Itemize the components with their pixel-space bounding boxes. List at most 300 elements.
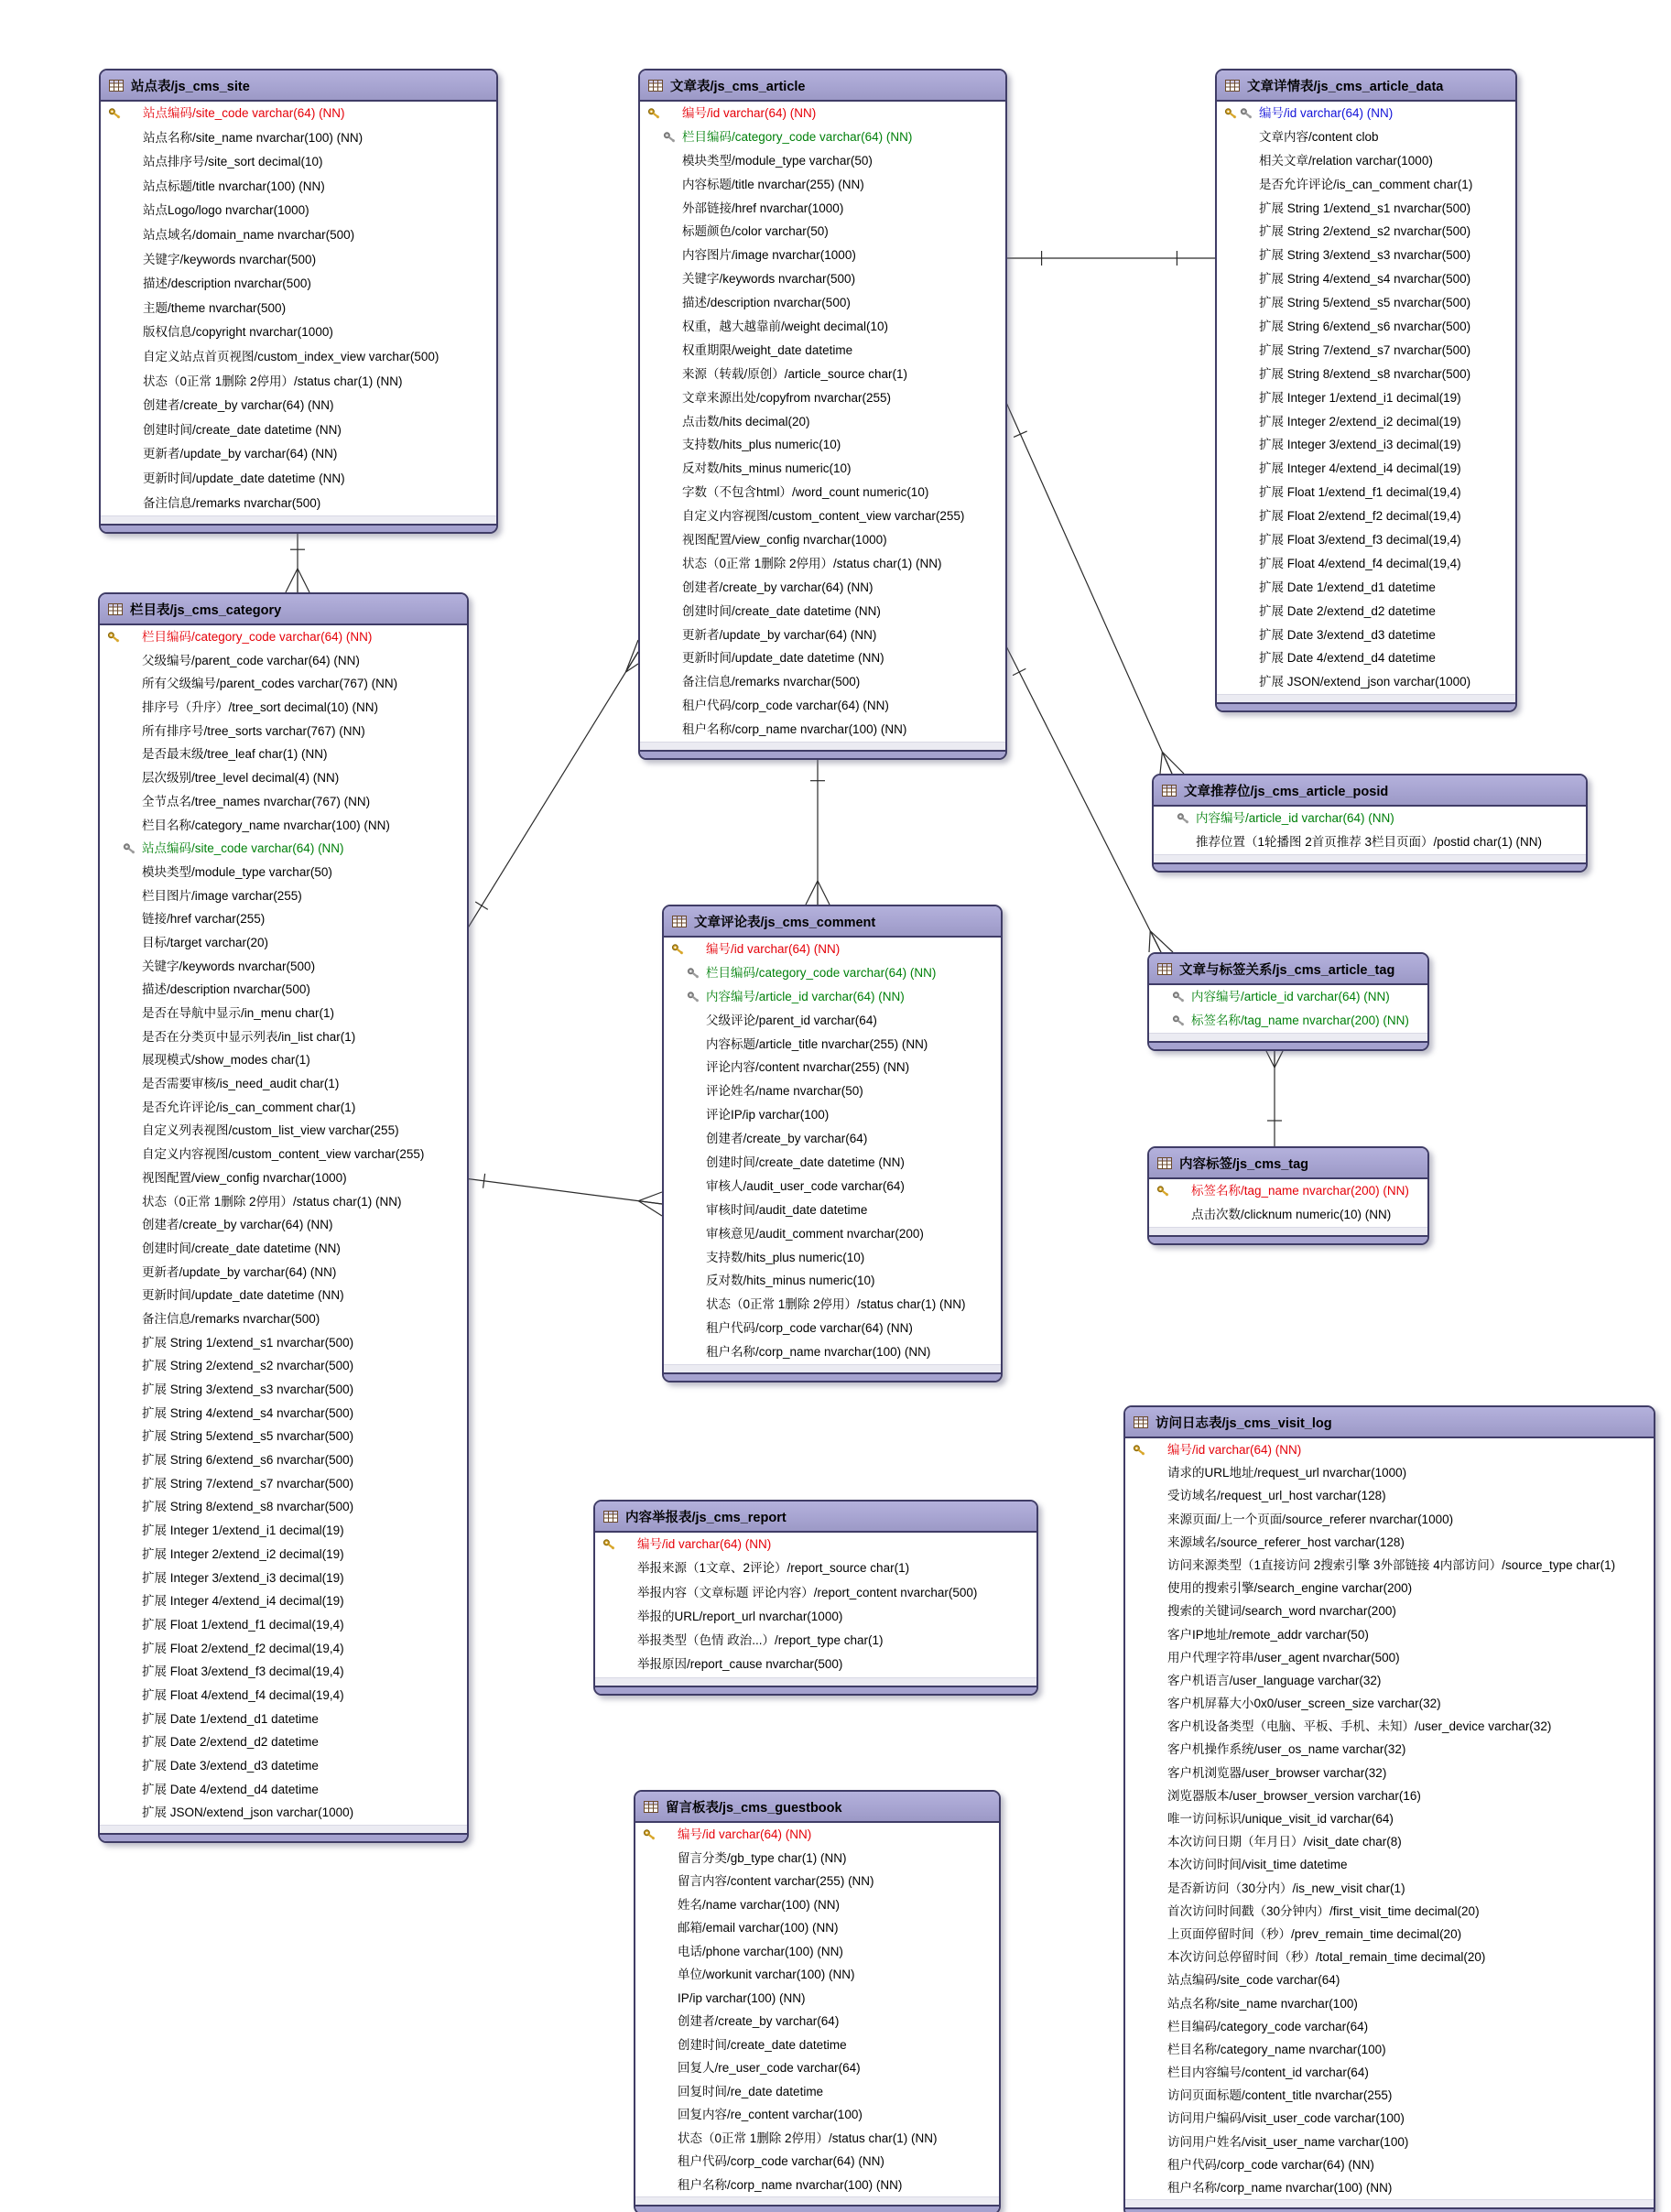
table-field-list [1217,102,1515,694]
field-row [664,985,1001,1009]
table-footer [1154,854,1586,862]
field-row [1125,1784,1654,1807]
field-row [1125,1692,1654,1715]
table-js_cms_report[interactable] [593,1500,1038,1696]
field-label: 扩展 Float 3/extend_f3 decimal(19,4) [1259,533,1461,548]
field-row [100,1143,467,1166]
table-header[interactable] [100,594,467,625]
field-row [100,1119,467,1143]
field-label: 访问页面标题/content_title nvarchar(255) [1167,2088,1393,2103]
field-row [100,884,467,908]
table-field-list [640,102,1005,742]
field-row [640,197,1005,221]
field-label: 本次访问时间/visit_time datetime [1167,1858,1348,1872]
field-label: 模块类型/module_type varchar(50) [682,153,873,168]
field-row [1217,267,1515,291]
field-row [100,1354,467,1378]
field-row [640,102,1005,125]
field-label: 栏目编码/category_code varchar(64) (NN) [682,129,913,144]
table-footer [595,1677,1036,1686]
field-label: 是否在分类页中显示列表/in_list char(1) [142,1029,356,1044]
field-label: 扩展 Date 1/extend_d1 datetime [142,1711,319,1726]
field-row [1125,1554,1654,1577]
field-row [1149,1179,1427,1203]
table-title: 文章详情表/js_cms_article_data [1247,79,1444,94]
field-label: 扩展 String 5/extend_s5 nvarchar(500) [1259,296,1471,310]
table-title: 内容标签/js_cms_tag [1179,1156,1309,1172]
field-row [635,2127,999,2151]
table-header[interactable] [1125,1407,1654,1438]
table-js_cms_visit_log[interactable] [1123,1405,1655,2212]
field-row [1217,576,1515,600]
field-row [101,199,496,223]
field-label: 扩展 Date 2/extend_d2 datetime [1259,603,1436,618]
foreign-key-icon [1177,813,1190,824]
field-row [640,576,1005,600]
field-label: 推荐位置（1轮播图 2首页推荐 3栏目页面）/postid char(1) (NN) [1196,835,1543,849]
field-row [664,1293,1001,1317]
field-label: 评论姓名/name nvarchar(50) [706,1084,863,1099]
table-footer-band [595,1686,1036,1694]
primary-key-icon [647,108,661,119]
field-label: 扩展 Float 2/extend_f2 decimal(19,4) [1259,509,1461,524]
field-row [1125,2015,1654,2038]
field-row [635,1847,999,1870]
field-row [1125,2061,1654,2084]
field-label: 扩展 Date 3/extend_d3 datetime [1259,627,1436,642]
table-field-list [664,938,1001,1364]
field-row [101,102,496,126]
field-label: 扩展 String 4/extend_s4 nvarchar(500) [142,1405,354,1420]
field-row [101,175,496,200]
relationship-connector [1004,641,1173,952]
field-row [1125,1438,1654,1461]
field-label: 栏目编码/category_code varchar(64) (NN) [706,965,937,980]
field-label: 站点编码/site_code varchar(64) [1167,1973,1340,1988]
relationship-connector [464,1174,662,1216]
field-row [100,1190,467,1214]
field-label: 举报类型（色情 政治...）/report_type char(1) [637,1633,884,1648]
field-label: 自定义内容视图/custom_content_view varchar(255) [682,509,965,524]
field-row [640,410,1005,434]
field-label: 标签名称/tag_name nvarchar(200) (NN) [1191,1184,1409,1198]
table-footer [101,515,496,524]
field-row [1125,1738,1654,1761]
field-label: 扩展 Float 1/extend_f1 decimal(19,4) [1259,485,1461,500]
field-row [1217,528,1515,552]
field-label: 扩展 JSON/extend_json varchar(1000) [1259,675,1471,689]
table-icon [108,603,123,615]
table-header[interactable] [1154,775,1586,807]
field-row [635,2150,999,2174]
field-row [1149,1009,1427,1033]
field-label: 创建者/create_by varchar(64) (NN) [142,1218,333,1232]
field-label: 更新时间/update_date datetime (NN) [142,1288,344,1303]
field-row [640,363,1005,386]
field-row [1125,1599,1654,1622]
field-label: 状态（0正常 1删除 2停用）/status char(1) (NN) [143,374,403,388]
field-label: 更新者/update_by varchar(64) (NN) [142,1264,337,1279]
table-header[interactable] [635,1792,999,1823]
field-label: 回复人/re_user_code varchar(64) [678,2061,861,2075]
field-row [100,743,467,766]
table-header[interactable] [640,70,1005,102]
field-label: 是否需要审核/is_need_audit char(1) [142,1077,340,1091]
field-row [1125,1830,1654,1853]
field-row [100,861,467,884]
table-js_cms_guestbook[interactable] [634,1790,1001,2212]
table-js_cms_article[interactable] [638,69,1007,760]
table-header[interactable] [101,70,496,102]
field-label: 扩展 Integer 4/extend_i4 decimal(19) [1259,461,1461,476]
field-label: 栏目图片/image varchar(255) [142,888,302,903]
table-title: 文章评论表/js_cms_comment [694,915,876,930]
field-label: 站点域名/domain_name nvarchar(500) [143,227,355,242]
field-label: 字数（不包含html）/word_count numeric(10) [682,485,929,500]
field-row [100,1637,467,1661]
field-label: 租户代码/corp_code varchar(64) (NN) [706,1321,913,1336]
table-js_cms_article_data[interactable] [1215,69,1517,712]
field-row [100,1589,467,1613]
table-js_cms_category[interactable] [98,592,469,1843]
field-label: 审核时间/audit_date datetime [706,1202,868,1217]
table-footer-band [101,524,496,532]
table-footer [100,1825,467,1833]
table-icon [1225,80,1240,92]
field-row [595,1533,1036,1556]
table-icon [648,80,663,92]
field-label: 邮箱/email varchar(100) (NN) [678,1921,839,1935]
field-label: 状态（0正常 1删除 2停用）/status char(1) (NN) [706,1297,966,1312]
field-label: 扩展 String 3/extend_s3 nvarchar(500) [1259,248,1471,263]
field-label: 扩展 String 1/extend_s1 nvarchar(500) [1259,201,1471,215]
field-row [1125,1577,1654,1599]
field-label: 站点名称/site_name nvarchar(100) (NN) [143,130,363,145]
field-row [100,649,467,673]
field-row [101,248,496,273]
field-row [635,2080,999,2104]
field-row [664,1056,1001,1079]
field-row [664,1079,1001,1103]
field-label: 浏览器版本/user_browser_version varchar(16) [1167,1788,1421,1803]
field-row [1125,2176,1654,2199]
foreign-key-icon [1240,108,1253,119]
field-label: 视图配置/view_config nvarchar(1000) [142,1170,347,1185]
field-label: 扩展 Integer 4/extend_i4 decimal(19) [142,1594,344,1609]
field-row [101,150,496,175]
foreign-key-icon [687,968,700,979]
field-label: IP/ip varchar(100) (NN) [678,1990,806,2005]
field-label: 父级评论/parent_id varchar(64) [706,1013,877,1027]
relationship-connector [1004,396,1184,774]
field-label: 首次访问时间戳（30分钟内）/first_visit_time decimal(20) [1167,1903,1480,1918]
field-label: 编号/id varchar(64) (NN) [1167,1443,1302,1457]
field-label: 文章来源出处/copyfrom nvarchar(255) [682,390,892,405]
foreign-key-icon [663,132,677,143]
field-label: 访问用户编码/visit_user_code varchar(100) [1167,2111,1405,2126]
field-label: 内容标题/article_title nvarchar(255) (NN) [706,1036,928,1051]
field-label: 唯一访问标识/unique_visit_id varchar(64) [1167,1812,1394,1826]
field-label: 举报来源（1文章、2评论）/report_source char(1) [637,1561,910,1576]
field-label: 栏目内容编号/content_id varchar(64) [1167,2066,1369,2080]
field-label: 审核人/audit_user_code varchar(64) [706,1178,905,1193]
field-label: 内容编号/article_id varchar(64) (NN) [706,989,905,1003]
table-field-list [1149,985,1427,1033]
table-icon [1162,785,1177,797]
field-label: 是否新访问（30分内）/is_new_visit char(1) [1167,1881,1405,1895]
field-label: 创建者/create_by varchar(64) (NN) [682,580,873,594]
field-label: 租户名称/corp_name nvarchar(100) (NN) [1167,2181,1393,2195]
field-row [100,1543,467,1567]
field-label: 扩展 String 8/extend_s8 nvarchar(500) [1259,366,1471,381]
table-js_cms_tag[interactable] [1147,1146,1429,1245]
field-row [100,1096,467,1120]
field-row [100,1048,467,1072]
field-label: 创建者/create_by varchar(64) [706,1132,868,1146]
field-label: 租户名称/corp_name nvarchar(100) (NN) [706,1345,931,1360]
table-icon [603,1511,618,1523]
field-label: 扩展 Integer 1/extend_i1 decimal(19) [1259,390,1461,405]
field-row [100,1448,467,1472]
table-field-list [1154,807,1586,854]
field-row [1125,1992,1654,2015]
field-label: 编号/id varchar(64) (NN) [1259,106,1394,120]
table-field-list [595,1533,1036,1677]
field-row [635,1940,999,1964]
field-row [100,1708,467,1731]
field-row [100,1307,467,1331]
field-label: 所有排序号/tree_sorts varchar(767) (NN) [142,723,365,738]
field-label: 租户代码/corp_code varchar(64) (NN) [682,699,889,713]
field-row [1125,2038,1654,2061]
field-label: 扩展 Float 3/extend_f3 decimal(19,4) [142,1664,344,1679]
field-label: 扩展 Integer 1/extend_i1 decimal(19) [142,1523,344,1538]
field-row [100,1425,467,1448]
field-label: 扩展 Date 3/extend_d3 datetime [142,1759,319,1773]
field-row [640,125,1005,149]
foreign-key-icon [1172,1015,1186,1026]
field-label: 栏目编码/category_code varchar(64) (NN) [142,630,373,644]
field-row [1154,830,1586,854]
table-footer [635,2196,999,2205]
field-label: 客户机设备类型（电脑、平板、手机、未知）/user_device varchar(32) [1167,1719,1552,1734]
field-label: 客户机操作系统/user_os_name varchar(32) [1167,1742,1406,1757]
field-label: 留言分类/gb_type char(1) (NN) [678,1850,847,1865]
field-label: 更新时间/update_date datetime (NN) [143,471,345,485]
field-row [1125,1484,1654,1507]
table-header[interactable] [1149,954,1427,985]
field-row [100,625,467,649]
field-label: 扩展 String 3/extend_s3 nvarchar(500) [142,1382,354,1396]
field-label: 文章内容/content clob [1259,129,1379,144]
field-label: 内容编号/article_id varchar(64) (NN) [1191,990,1390,1003]
field-row [1125,1762,1654,1784]
field-label: 举报的URL/report_url nvarchar(1000) [637,1609,843,1623]
field-label: 访问用户姓名/visit_user_name varchar(100) [1167,2134,1409,2149]
field-label: 自定义列表视图/custom_list_view varchar(255) [142,1123,399,1138]
field-label: 站点名称/site_name nvarchar(100) [1167,1996,1358,2011]
field-row [100,1261,467,1285]
field-row [640,173,1005,197]
table-title: 文章与标签关系/js_cms_article_tag [1179,962,1395,978]
field-label: 扩展 Date 4/extend_d4 datetime [1259,651,1436,666]
field-label: 栏目名称/category_name nvarchar(100) [1167,2042,1386,2056]
field-row [100,1331,467,1355]
field-label: 状态（0正常 1删除 2停用）/status char(1) (NN) [142,1194,402,1209]
field-row [1217,457,1515,481]
field-row [101,467,496,492]
field-label: 目标/target varchar(20) [142,935,269,949]
field-row [664,1151,1001,1175]
table-title: 栏目表/js_cms_category [130,602,282,618]
field-row [100,696,467,720]
field-label: 反对数/hits_minus numeric(10) [682,461,852,476]
table-js_cms_comment[interactable] [662,905,1003,1382]
field-row [640,552,1005,576]
field-row [595,1605,1036,1629]
field-label: 编号/id varchar(64) (NN) [678,1827,812,1841]
table-title: 文章表/js_cms_article [670,79,806,94]
field-row [635,1987,999,2011]
field-row [100,931,467,955]
field-row [1125,1853,1654,1876]
field-row [1217,410,1515,434]
field-label: 租户名称/corp_name nvarchar(100) (NN) [682,722,907,737]
field-label: 扩展 Integer 2/extend_i2 decimal(19) [1259,414,1461,428]
field-row [640,600,1005,623]
field-label: 是否最末级/tree_leaf char(1) (NN) [142,747,328,762]
field-row [1217,600,1515,623]
field-row [640,267,1005,291]
field-label: 租户代码/corp_code varchar(64) (NN) [1167,2157,1374,2172]
field-row [664,1222,1001,1246]
field-label: 扩展 Date 4/extend_d4 datetime [142,1782,319,1796]
field-row [1125,1807,1654,1830]
field-row [664,1340,1001,1364]
field-label: 描述/description nvarchar(500) [142,982,310,997]
field-label: 举报内容（文章标题 评论内容）/report_content nvarchar(500) [637,1585,978,1599]
table-header[interactable] [1149,1148,1427,1179]
relationship-connector [286,526,309,592]
field-label: 来源域名/source_referer_host varchar(128) [1167,1534,1405,1549]
field-row [1125,1508,1654,1531]
primary-key-icon [602,1539,616,1550]
field-label: 扩展 Float 4/extend_f4 decimal(19,4) [1259,556,1461,570]
field-label: 内容标题/title nvarchar(255) (NN) [682,177,864,191]
table-header[interactable] [664,906,1001,938]
field-row [635,1916,999,1940]
field-label: 标题颜色/color varchar(50) [682,224,829,239]
field-label: 创建者/create_by varchar(64) [678,2014,840,2028]
field-label: 扩展 Float 4/extend_f4 decimal(19,4) [142,1687,344,1702]
field-label: 举报原因/report_cause nvarchar(500) [637,1657,843,1672]
relationship-connector [806,754,830,905]
field-row [101,272,496,297]
field-label: 扩展 Float 2/extend_f2 decimal(19,4) [142,1641,344,1655]
field-row [100,1472,467,1496]
table-js_cms_article_tag[interactable] [1147,952,1429,1051]
field-label: 层次级别/tree_level decimal(4) (NN) [142,771,340,786]
table-title: 内容举报表/js_cms_report [625,1510,787,1525]
relationship-connector [1004,251,1215,266]
field-row [100,837,467,861]
table-footer-band [1149,1235,1427,1243]
field-row [100,1025,467,1049]
field-label: 租户名称/corp_name nvarchar(100) (NN) [678,2177,903,2192]
field-label: 编号/id varchar(64) (NN) [637,1537,772,1551]
field-row [635,2174,999,2197]
field-row [101,418,496,443]
table-footer-band [635,2205,999,2212]
field-label: 创建时间/create_date datetime (NN) [142,1241,341,1255]
field-label: 支持数/hits_plus numeric(10) [706,1250,865,1264]
field-label: 扩展 String 1/extend_s1 nvarchar(500) [142,1335,354,1350]
table-footer [1217,694,1515,702]
field-row [1217,220,1515,244]
field-label: 点击数/hits decimal(20) [682,414,810,428]
field-row [101,442,496,467]
field-row [1154,807,1586,830]
field-row [664,1269,1001,1293]
field-label: 搜索的关键词/search_word nvarchar(200) [1167,1604,1396,1619]
field-label: 状态（0正常 1删除 2停用）/status char(1) (NN) [682,556,942,570]
field-row [1217,173,1515,197]
field-row [100,1778,467,1802]
field-label: 扩展 String 6/extend_s6 nvarchar(500) [142,1453,354,1468]
field-row [1125,1461,1654,1484]
table-icon [1157,1157,1172,1169]
field-row [100,1284,467,1307]
field-label: 请求的URL地址/request_url nvarchar(1000) [1167,1466,1407,1480]
field-row [100,1072,467,1096]
field-row [640,291,1005,315]
field-row [664,1175,1001,1198]
field-label: 本次访问日期（年月日）/visit_date char(8) [1167,1835,1402,1849]
field-row [1217,197,1515,221]
field-row [100,978,467,1002]
primary-key-icon [1224,108,1238,119]
field-label: 创建时间/create_date datetime [678,2037,847,2052]
table-js_cms_site[interactable] [99,69,498,534]
field-row [664,1246,1001,1270]
field-row [635,2033,999,2057]
primary-key-icon [107,632,121,643]
field-label: 来源（转载/原创）/article_source char(1) [682,366,908,381]
field-row [100,1378,467,1402]
field-row [635,1963,999,1987]
field-row [1217,670,1515,694]
field-row [635,2010,999,2033]
table-header[interactable] [595,1502,1036,1533]
field-label: 创建者/create_by varchar(64) (NN) [143,398,334,413]
field-row [1217,552,1515,576]
field-row [640,623,1005,647]
table-footer-band [1154,862,1586,871]
field-row [100,1684,467,1708]
field-row [1125,1968,1654,1991]
field-row [1125,2153,1654,2176]
field-label: 编号/id varchar(64) (NN) [706,942,841,956]
field-row [1217,433,1515,457]
field-label: 本次访问总停留时间（秒）/total_remain_time decimal(20) [1167,1950,1486,1965]
field-row [595,1556,1036,1580]
field-row [1217,363,1515,386]
field-label: 客户机语言/user_language varchar(32) [1167,1673,1382,1687]
field-row [100,1237,467,1261]
table-header[interactable] [1217,70,1515,102]
table-js_cms_article_posid[interactable] [1152,774,1588,873]
table-icon [1157,963,1172,975]
